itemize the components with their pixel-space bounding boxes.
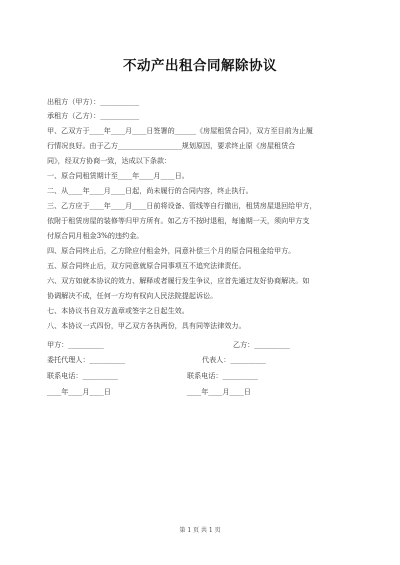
party-b-signature: 乙方：__________ xyxy=(233,340,290,349)
party-a-signature: 甲方：__________ xyxy=(47,340,104,349)
clause-2: 二、从____年____月____日起，尚未履行的合同内容，终止执行。 xyxy=(47,186,253,195)
signature-row-date xyxy=(47,387,363,397)
clause-6-line-1: 六、双方如就本协议的效力、解释或者履行发生争议，应首先通过友好协商解决。如 xyxy=(47,276,310,285)
date-b: ____年____月____日 xyxy=(187,387,251,396)
phone-b: 联系电话：__________ xyxy=(187,371,258,380)
intro-line-1: 甲、乙双方于____年____月____日签署的______《房屋租赁合同》，双方至目前为止履 xyxy=(47,126,314,135)
clause-8: 八、本协议一式四份，甲乙双方各执两份，具有同等法律效力。 xyxy=(47,321,246,330)
clause-6-line-2: 协调解决不成，任何一方均有权向人民法院提起诉讼。 xyxy=(47,291,218,300)
lessee-line: 承租方（乙方）：___________ xyxy=(47,111,140,120)
document-title: 不动产出租合同解除协议 xyxy=(123,58,277,74)
page-number-footer: 第 1 页 共 1 页 xyxy=(179,527,221,534)
lessor-line: 出租方（甲方）：___________ xyxy=(47,97,140,106)
date-a: ____年____月____日 xyxy=(47,387,111,396)
signature-row-phone xyxy=(47,371,363,381)
agent-signature: 委托代理人：__________ xyxy=(47,355,126,364)
phone-a: 联系电话：__________ xyxy=(47,371,118,380)
clause-3-line-3: 付原合同月租金3%的违约金。 xyxy=(47,231,144,240)
clause-3-line-1: 三、乙方应于____年____月____日前将设备、管线等自行撤出，租赁房屋退回给甲方， xyxy=(47,201,317,210)
intro-line-2: 行情况良好。由于乙方__________________规划原因，要求终止原《房屋租赁合 xyxy=(47,141,296,150)
clause-4: 四、原合同终止后，乙方除应付租金外，同意补偿三个月的原合同租金给甲方。 xyxy=(47,246,296,255)
intro-line-3: 同》，经双方协商一致，达成以下条款： xyxy=(47,156,172,165)
signature-row-party xyxy=(47,340,363,350)
clause-5: 五、原合同终止后，双方同意就原合同事项互不追究法律责任。 xyxy=(47,261,246,270)
clause-7: 七、本协议书自双方盖章或签字之日起生效。 xyxy=(47,306,189,315)
clause-3-line-2: 依附于租赁房屋的装修等归甲方所有。如乙方不按时退租，每逾期一天，须向甲方支 xyxy=(47,216,310,225)
representative-signature: 代表人：__________ xyxy=(202,355,266,364)
signature-row-agent xyxy=(47,355,363,365)
clause-1: 一、原合同租赁期计至____年____月____日。 xyxy=(47,171,189,180)
